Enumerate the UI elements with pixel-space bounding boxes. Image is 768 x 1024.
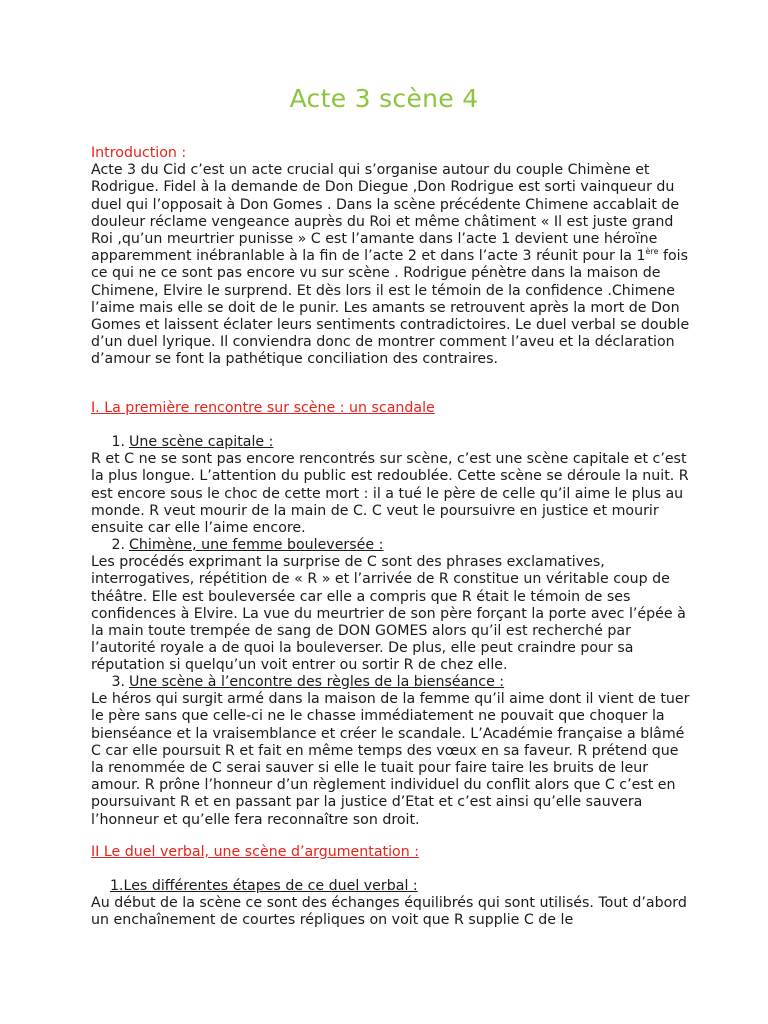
- item-title: Chimène, une femme bouleversée :: [129, 537, 384, 553]
- part1-item-2: [91, 537, 691, 675]
- item-title-line: [91, 674, 691, 691]
- part1-heading-block: [91, 400, 691, 417]
- introduction-text-a: Acte 3 du Cid c’est un acte crucial qui s’organise autour du couple Chimène et Rodrigue. Fidel à la demande de Don Diegue ,Don Rodrigue est sorti vainqueur du duel qui l’opposait à Don Gomes . Dans la scène précédente Chimene accablait de douleur réclame vengeance auprès du Roi et même châtiment « Il est juste grand Roi ,qu’un meurtrier punisse » C est l’amante dans l’acte 1 devient une héroïne apparemment inébranlable à la fin de l’acte 2 et dans l’acte 3 réunit pour la 1: [91, 162, 680, 265]
- introduction-text-b: fois ce qui ne ce sont pas encore vu sur scène . Rodrigue pénètre dans la maison de Chimene, Elvire le surprend. Et dès lors il est le témoin de la confidence .Chimene l’aime mais elle se doit de le punir. Les amants se retrouvent après la mort de Don Gomes et laissent éclater leurs sentiments contradictoires. Le duel verbal se double d’un duel lyrique. Il conviendra donc de montrer comment l’aveu et la déclaration d’amour se font la pathétique conciliation des contraires.: [91, 248, 690, 368]
- part2-item-1: [91, 878, 691, 930]
- introduction-section: [91, 145, 691, 369]
- item-text: Au début de la scène ce sont des échanges équilibrés qui sont utilisés. Tout d’abord un enchaînement de courtes répliques on voit que R supplie C de le: [91, 895, 687, 929]
- introduction-paragraph: [91, 162, 691, 368]
- item-text: R et C ne se sont pas encore rencontrés sur scène, c’est une scène capitale et c’est la plus longue. L’attention du public est redoublée. Cette scène se déroule la nuit. R est encore sous le choc de cette mort : il a tué le père de celle qu’il aime le plus au monde. R veut mourir de la main de C. C veut le poursuivre en justice et mourir ensuite car elle l’aime encore.: [91, 451, 689, 537]
- part1-item-3: [91, 674, 691, 829]
- document-title: Acte 3 scène 4: [289, 84, 479, 113]
- part1-item-1: [91, 434, 691, 537]
- part2-heading-block: [91, 844, 691, 861]
- item-title-line: [91, 537, 691, 554]
- item-title-line: [91, 878, 691, 895]
- item-title: Une scène à l’encontre des règles de la bienséance :: [129, 674, 505, 690]
- item-title: Une scène capitale :: [129, 434, 274, 450]
- item-text: Le héros qui surgit armé dans la maison de la femme qu’il aime dont il vient de tuer le père sans que celle-ci ne le chasse immédiatement ne pouvait que choquer la bienséance et la vraisemblance et créer le scandale. L’Académie française a blâmé C car elle poursuit R et fait en même temps des vœux en sa faveur. R prétend que la renommée de C serai sauver si elle le tuait pour faire taire les bruits de leur amour. R prône l’honneur d’un règlement individuel du conflit alors que C c’est en poursuivant R et en passant par la justice d’Etat et c’est ainsi qu’elle sauvera l’honneur et qu’elle fera reconnaître son droit.: [91, 691, 690, 828]
- item-text: Les procédés exprimant la surprise de C sont des phrases exclamatives, interrogatives, répétition de « R » et l’arrivée de R constitue un véritable coup de théâtre. Elle est bouleversée car elle a compris que R était le témoin de ses confidences à Elvire. La vue du meurtrier de son père forçant la porte avec l’épée à la main toute trempée de sang de DON GOMES alors qu’il est recherché par l’autorité royale a de quoi la bouleverser. De plus, elle peut craindre pour sa réputation si quelqu’un voit entrer ou sortir R de chez elle.: [91, 554, 686, 674]
- superscript-ere: ère: [645, 247, 659, 257]
- item-number: 1.: [111, 434, 125, 450]
- item-title: 1.Les différentes étapes de ce duel verbal :: [110, 878, 418, 894]
- part1-heading: I. La première rencontre sur scène : un scandale: [91, 400, 435, 416]
- item-title-line: [91, 434, 691, 451]
- introduction-heading: Introduction :: [91, 145, 187, 161]
- item-number: 3.: [111, 674, 125, 690]
- part2-heading: II Le duel verbal, une scène d’argumentation :: [91, 844, 419, 860]
- item-number: 2.: [111, 537, 125, 553]
